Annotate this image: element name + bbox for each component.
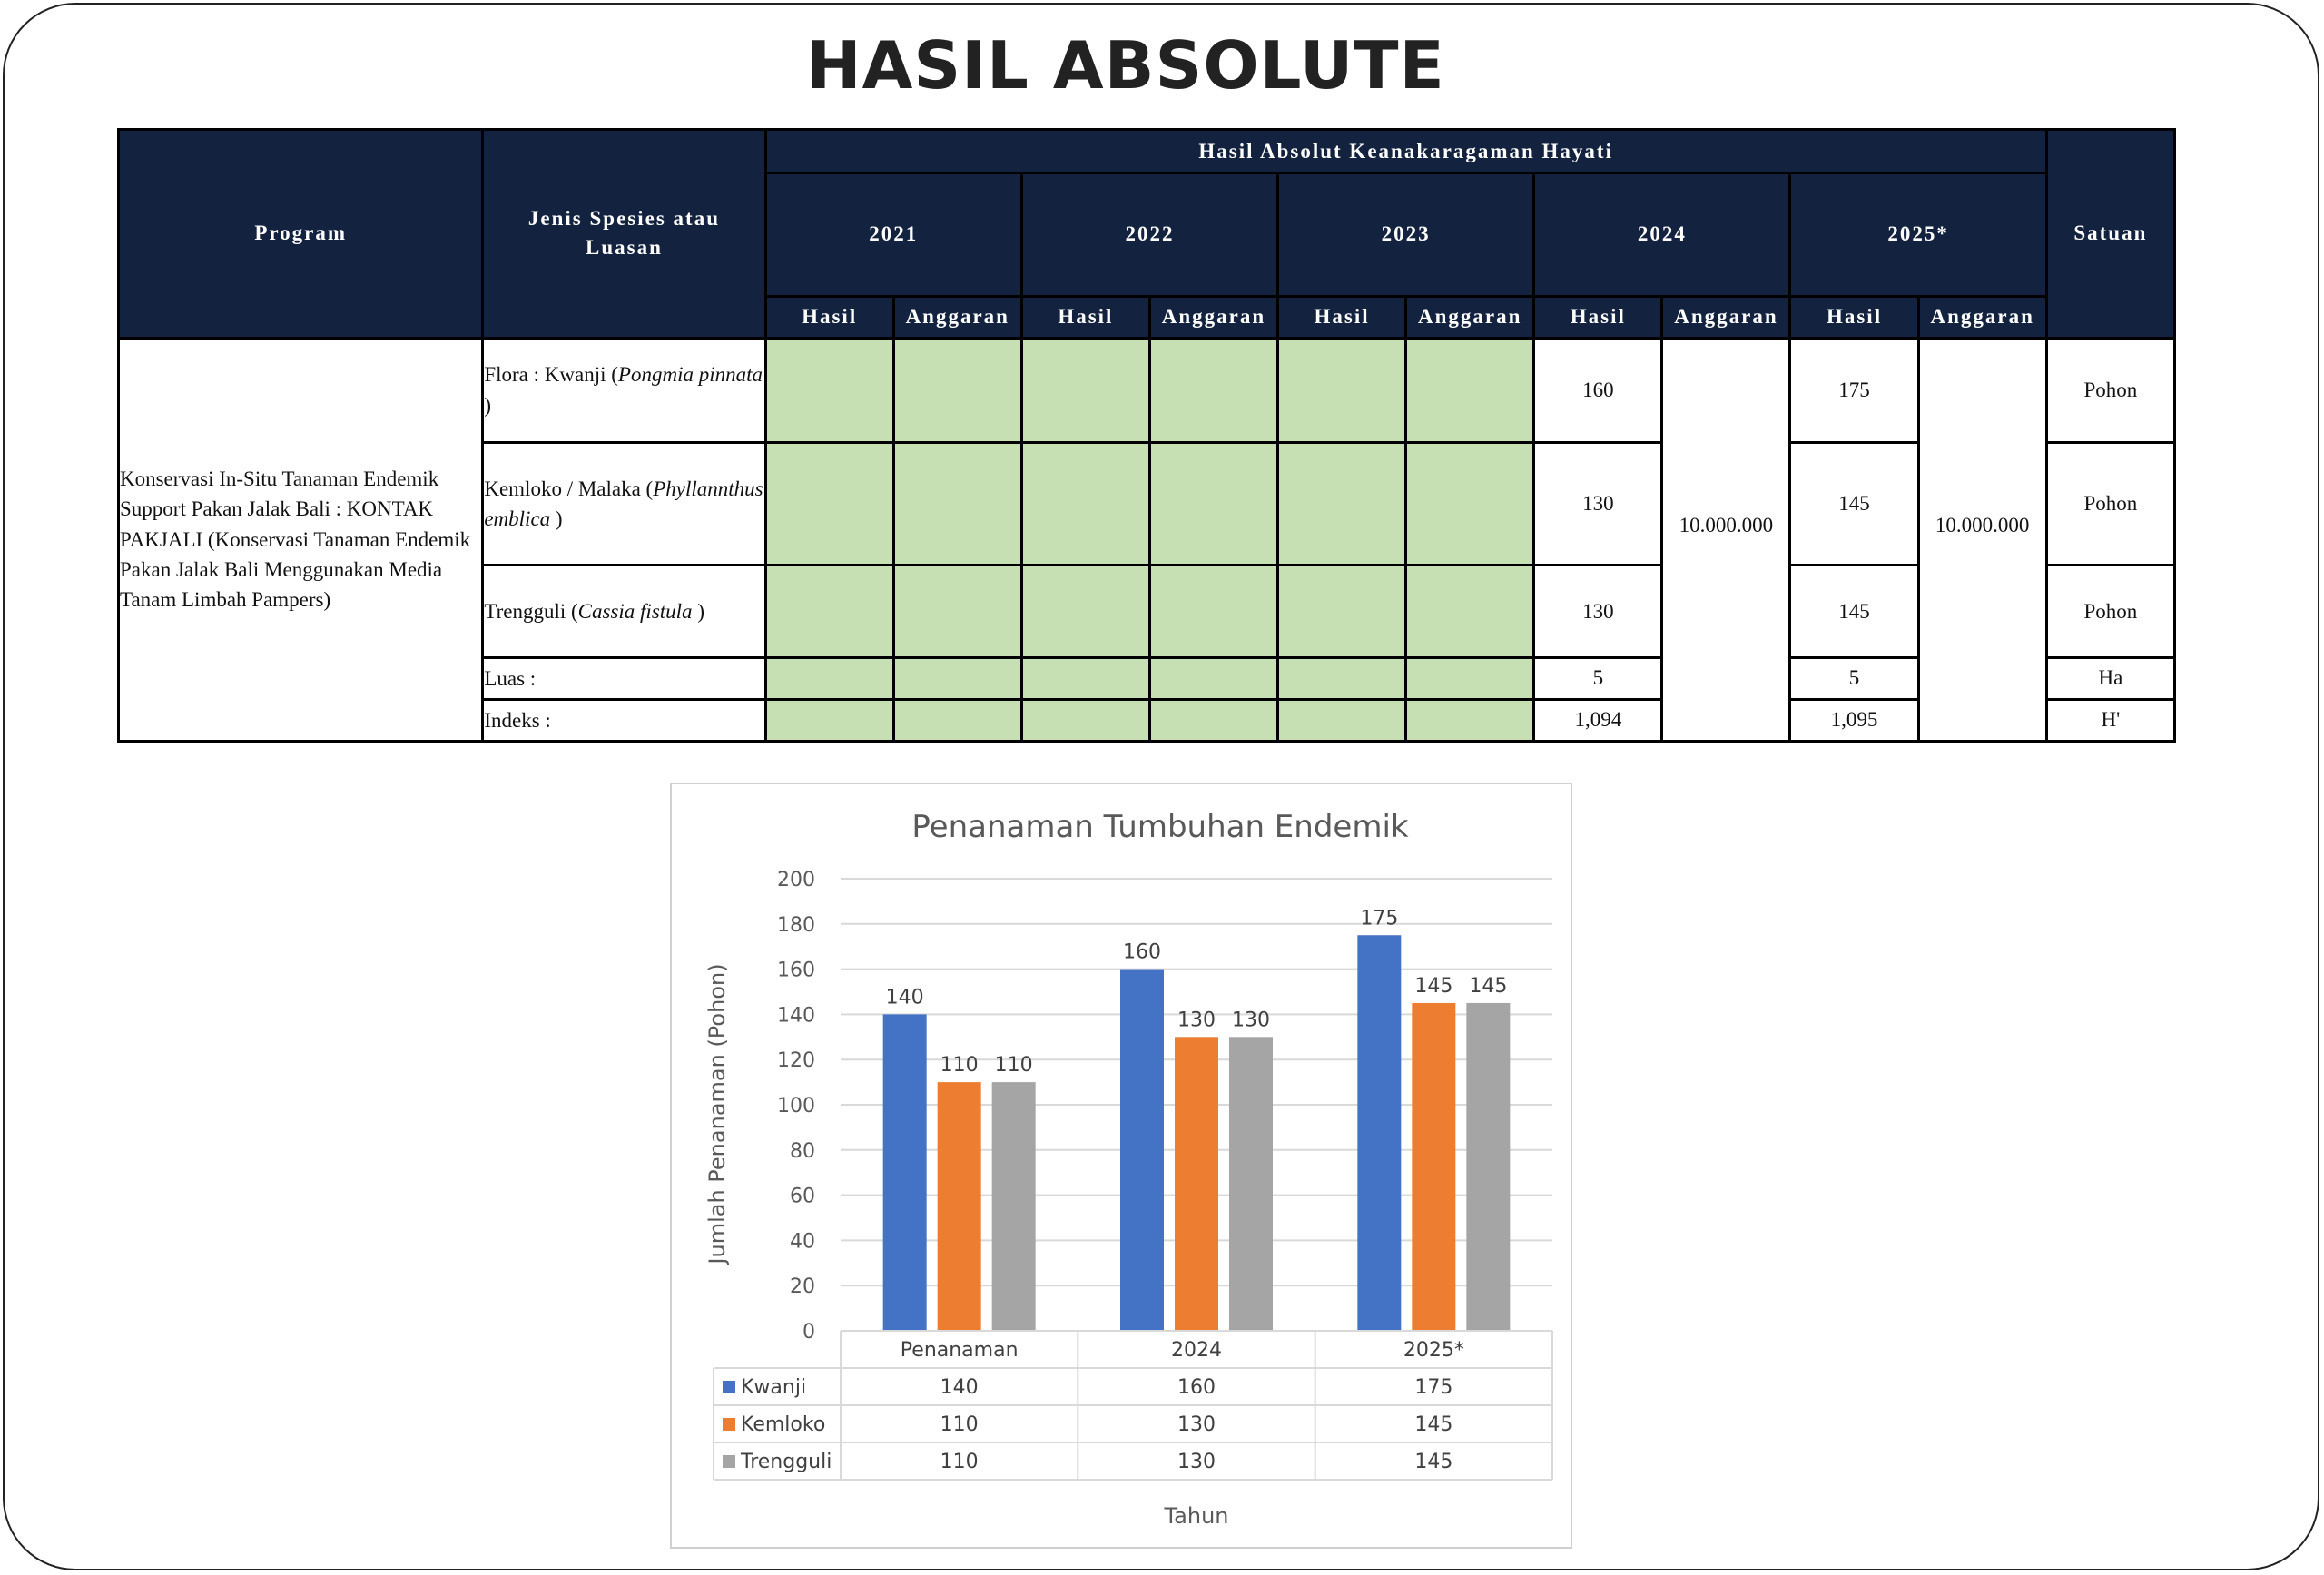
hasil-2025-cell: 5	[1790, 657, 1918, 699]
legend-swatch	[723, 1418, 735, 1431]
empty-green-cell	[893, 657, 1021, 699]
bar	[938, 1082, 981, 1331]
hasil-2024-cell: 5	[1534, 657, 1662, 699]
header-anggaran: Anggaran	[1149, 296, 1277, 338]
data-label: 145	[1469, 974, 1508, 998]
data-label: 110	[940, 1054, 979, 1078]
legend-swatch	[723, 1455, 735, 1468]
empty-green-cell	[765, 699, 893, 741]
header-anggaran: Anggaran	[893, 296, 1021, 338]
satuan-cell: Pohon	[2046, 442, 2174, 565]
header-hasil: Hasil	[1278, 296, 1406, 338]
empty-green-cell	[765, 442, 893, 565]
empty-green-cell	[1406, 657, 1534, 699]
bar	[1120, 970, 1164, 1331]
data-label: 110	[994, 1054, 1033, 1078]
y-tick-label: 180	[777, 913, 815, 937]
header-hasil: Hasil	[765, 296, 893, 338]
species-cell: Kemloko / Malaka (Phyllannthus emblica )	[483, 442, 765, 565]
species-cell: Luas :	[483, 657, 765, 699]
empty-green-cell	[1278, 657, 1406, 699]
legend-label: Trengguli	[741, 1451, 832, 1473]
empty-green-cell	[1149, 442, 1277, 565]
empty-green-cell	[1021, 657, 1149, 699]
table-value: 110	[940, 1451, 979, 1473]
satuan-cell: H'	[2046, 699, 2174, 741]
legend-label: Kemloko	[741, 1413, 826, 1436]
satuan-cell: Ha	[2046, 657, 2174, 699]
anggaran-2024-cell: 10.000.000	[1662, 338, 1790, 741]
table-value: 145	[1414, 1451, 1453, 1473]
empty-green-cell	[1278, 699, 1406, 741]
x-category-label: Penanaman	[900, 1339, 1019, 1362]
data-label: 130	[1232, 1009, 1270, 1032]
y-tick-label: 40	[790, 1230, 815, 1254]
table-value: 175	[1414, 1376, 1453, 1399]
empty-green-cell	[893, 699, 1021, 741]
table-value: 145	[1414, 1413, 1453, 1436]
y-tick-label: 120	[777, 1049, 815, 1073]
header-year: 2025*	[1790, 173, 2046, 296]
table-value: 140	[940, 1376, 979, 1399]
biodiversity-table	[117, 128, 2176, 743]
program-cell: Konservasi In-Situ Tanaman Endemik Support Pakan Jalak Bali : KONTAK PAKJALI (Konservasi Tanaman Endemik Pakan Jalak Bali Menggunakan Media Tanam Limbah Pampers)	[119, 338, 483, 741]
data-label: 145	[1414, 974, 1453, 998]
hasil-2024-cell: 160	[1534, 338, 1662, 442]
hasil-2025-cell: 1,095	[1790, 699, 1918, 741]
data-label: 140	[885, 986, 924, 1009]
y-tick-label: 140	[777, 1004, 815, 1028]
hasil-2024-cell: 130	[1534, 442, 1662, 565]
empty-green-cell	[1406, 338, 1534, 442]
empty-green-cell	[1021, 442, 1149, 565]
satuan-cell: Pohon	[2046, 338, 2174, 442]
empty-green-cell	[893, 338, 1021, 442]
x-category-label: 2025*	[1403, 1339, 1464, 1362]
y-tick-label: 80	[790, 1139, 815, 1163]
header-anggaran: Anggaran	[1406, 296, 1534, 338]
table-value: 130	[1177, 1451, 1216, 1473]
empty-green-cell	[765, 657, 893, 699]
data-label: 175	[1360, 907, 1399, 930]
bar	[1357, 935, 1401, 1331]
header-group: Hasil Absolut Keanakaragaman Hayati	[765, 130, 2046, 173]
empty-green-cell	[1406, 699, 1534, 741]
hasil-2024-cell: 1,094	[1534, 699, 1662, 741]
bar	[1466, 1003, 1510, 1331]
header-year: 2022	[1021, 173, 1277, 296]
bar	[1229, 1037, 1273, 1331]
x-axis-label: Tahun	[1164, 1503, 1229, 1529]
header-program: Program	[119, 130, 483, 339]
bar-chart	[672, 784, 1571, 1547]
empty-green-cell	[1149, 338, 1277, 442]
header-year: 2021	[765, 173, 1021, 296]
page-title: HASIL ABSOLUTE	[806, 27, 1445, 103]
empty-green-cell	[1278, 338, 1406, 442]
y-tick-label: 200	[777, 869, 815, 891]
hasil-2025-cell: 145	[1790, 442, 1918, 565]
species-cell: Trengguli (Cassia fistula )	[483, 566, 765, 657]
empty-green-cell	[1021, 566, 1149, 657]
satuan-cell: Pohon	[2046, 566, 2174, 657]
y-tick-label: 100	[777, 1095, 815, 1117]
empty-green-cell	[1021, 699, 1149, 741]
table-value: 110	[940, 1413, 979, 1436]
table-row	[119, 338, 2175, 442]
data-label: 160	[1123, 940, 1161, 964]
empty-green-cell	[765, 338, 893, 442]
empty-green-cell	[1406, 442, 1534, 565]
table-value: 160	[1177, 1376, 1216, 1399]
bar	[883, 1014, 927, 1331]
hasil-2024-cell: 130	[1534, 566, 1662, 657]
header-hasil: Hasil	[1534, 296, 1662, 338]
header-year: 2024	[1534, 173, 1790, 296]
empty-green-cell	[1149, 566, 1277, 657]
y-axis-label: Jumlah Penanaman (Pohon)	[704, 963, 730, 1265]
empty-green-cell	[1149, 699, 1277, 741]
chart-container	[670, 783, 1572, 1549]
chart-title: Penanaman Tumbuhan Endemik	[911, 809, 1409, 845]
legend-swatch	[723, 1381, 735, 1393]
empty-green-cell	[1021, 338, 1149, 442]
empty-green-cell	[765, 566, 893, 657]
header-anggaran: Anggaran	[1918, 296, 2046, 338]
species-cell: Indeks :	[483, 699, 765, 741]
bar	[1175, 1037, 1218, 1331]
y-tick-label: 20	[790, 1275, 815, 1299]
legend-label: Kwanji	[741, 1376, 807, 1399]
table-value: 130	[1177, 1413, 1216, 1436]
header-anggaran: Anggaran	[1662, 296, 1790, 338]
data-label: 130	[1177, 1009, 1216, 1032]
hasil-2025-cell: 175	[1790, 338, 1918, 442]
empty-green-cell	[893, 442, 1021, 565]
y-tick-label: 60	[790, 1185, 815, 1208]
bar	[992, 1082, 1036, 1331]
bar	[1412, 1003, 1455, 1331]
header-species: Jenis Spesies atau Luasan	[483, 130, 765, 339]
header-hasil: Hasil	[1021, 296, 1149, 338]
species-cell: Flora : Kwanji (Pongmia pinnata )	[483, 338, 765, 442]
y-tick-label: 0	[803, 1321, 815, 1344]
header-satuan: Satuan	[2046, 130, 2174, 339]
header-hasil: Hasil	[1790, 296, 1918, 338]
empty-green-cell	[1278, 442, 1406, 565]
header-year: 2023	[1278, 173, 1534, 296]
y-tick-label: 160	[777, 959, 815, 982]
x-category-label: 2024	[1171, 1339, 1222, 1362]
anggaran-2025-cell: 10.000.000	[1918, 338, 2046, 741]
empty-green-cell	[1278, 566, 1406, 657]
hasil-2025-cell: 145	[1790, 566, 1918, 657]
empty-green-cell	[1406, 566, 1534, 657]
empty-green-cell	[893, 566, 1021, 657]
empty-green-cell	[1149, 657, 1277, 699]
